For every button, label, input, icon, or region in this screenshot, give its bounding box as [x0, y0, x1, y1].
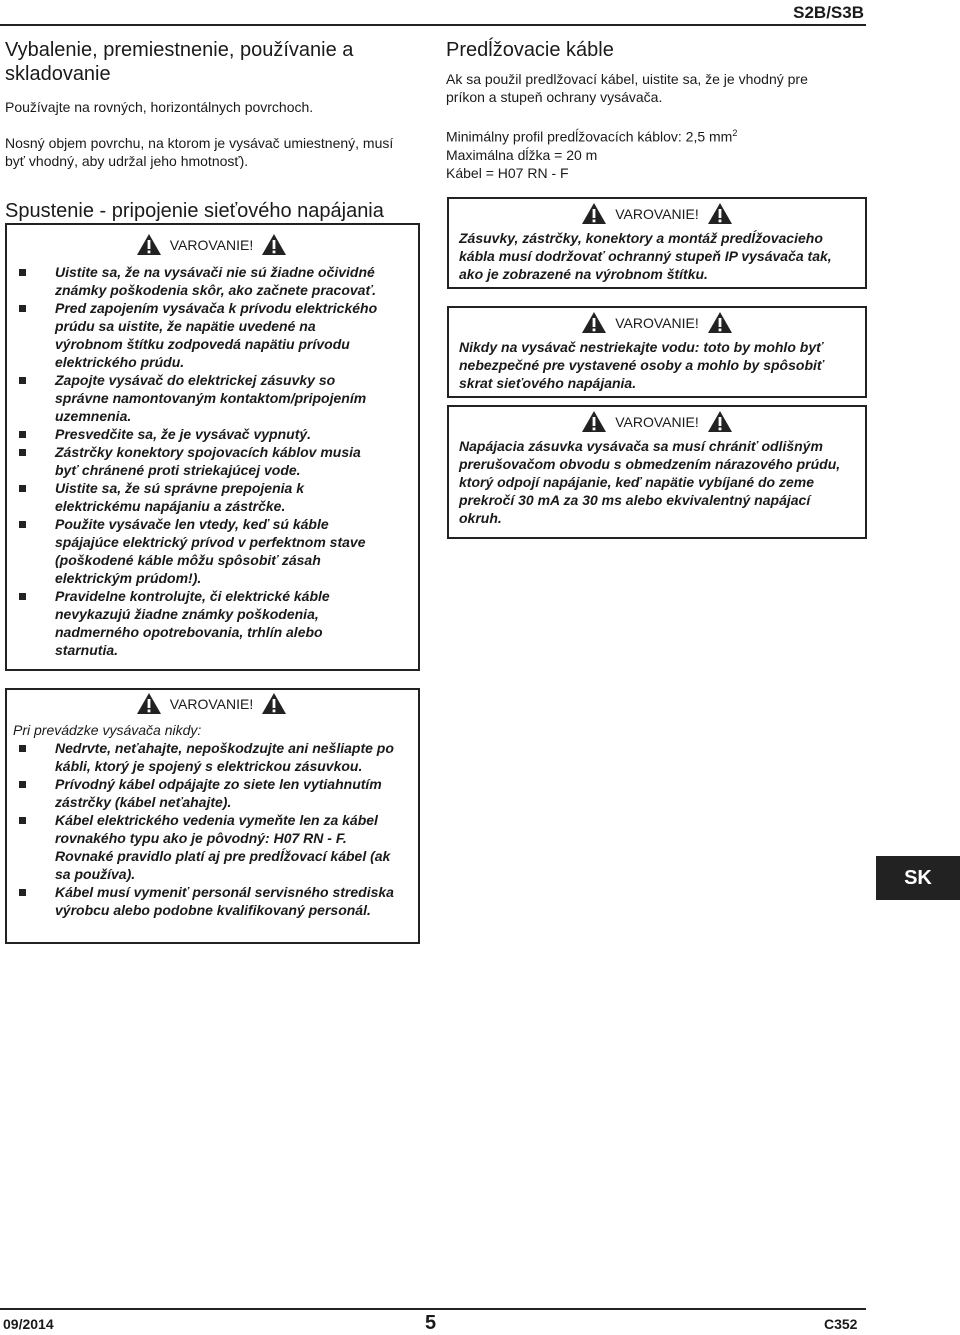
warning-triangle-icon [261, 233, 287, 256]
square-bullet-icon [19, 817, 26, 824]
list-item: Kábel musí vymeniť personál servisného strediska výrobcu alebo podobne kvalifikovaný personál. [13, 883, 403, 919]
footer-date: 09/2014 [3, 1316, 54, 1332]
warning-box-breaker [447, 405, 867, 539]
warning-header [459, 410, 855, 433]
left-column [5, 38, 415, 223]
warning-label: VAROVANIE! [615, 314, 699, 331]
list-item: Zapojte vysávač do elektrickej zásuvky so správne namontovaným kontaktom/pripojením uzemnenia. [13, 371, 383, 425]
section-title-extension: Predĺžovacie káble [446, 39, 614, 61]
warning-triangle-icon [261, 692, 287, 715]
square-bullet-icon [19, 269, 26, 276]
footer-doc-code: C352 [824, 1316, 858, 1332]
warning-triangle-icon [581, 202, 607, 225]
list-item: Kábel elektrického vedenia vymeňte len za kábel rovnakého typu ako je pôvodný: H07 RN - F. Rovnaké pravidlo platí aj pre predĺžovací kábel (ak sa používa). [13, 811, 403, 883]
section-title-power: Spustenie - pripojenie sieťového napájania [5, 200, 384, 222]
warning-text-breaker: Napájacia zásuvka vysávača sa musí chrániť odlišným prerušovačom obvodu s obmedzením nárazového prúdu, ktorý odpojí napájanie, keď napätie vybíjané do zeme prekročí 30 mA za 30 ms alebo ekvivalentný napájací okruh. [459, 438, 841, 526]
square-bullet-icon [19, 377, 26, 384]
square-bullet-icon [19, 745, 26, 752]
power-warning-list [13, 263, 383, 659]
square-bullet-icon [19, 889, 26, 896]
warning-header [13, 692, 410, 715]
section-title-unpacking: Vybalenie, premiestnenie, používanie a skladovanie [5, 39, 354, 85]
extension-spec-cable: Kábel = H07 RN - F [446, 164, 569, 181]
list-item: Použite vysávače len vtedy, keď sú káble spájajúce elektrický prívod v perfektnom stave (poškodené káble môžu spôsobiť zásah elektrickým prúdom!). [13, 515, 383, 587]
warning-box-power [5, 223, 420, 671]
list-item: Nedrvte, neťahajte, nepoškodzujte ani nešliapte po kábli, ktorý je spojený s elektrickou zásuvkou. [13, 739, 403, 775]
warning-triangle-icon [136, 233, 162, 256]
square-bullet-icon [19, 521, 26, 528]
warning-triangle-icon [136, 692, 162, 715]
warning-label: VAROVANIE! [615, 205, 699, 222]
warning-triangle-icon [581, 410, 607, 433]
list-item: Uistite sa, že na vysávači nie sú žiadne očividné známky poškodenia skôr, ako začnete pracovať. [13, 263, 383, 299]
square-bullet-icon [19, 449, 26, 456]
right-column [446, 38, 866, 182]
bottom-rule [0, 1308, 866, 1310]
square-bullet-icon [19, 305, 26, 312]
warning-triangle-icon [707, 410, 733, 433]
warning-triangle-icon [707, 311, 733, 334]
operation-warning-list [13, 739, 403, 919]
warning-label: VAROVANIE! [615, 413, 699, 430]
list-item: Presvedčite sa, že je vysávač vypnutý. [13, 425, 383, 443]
list-item: Pred zapojením vysávača k prívodu elektrického prúdu sa uistite, že napätie uvedené na výrobnom štítku zodpovedá napätiu prívodu elektrického prúdu. [13, 299, 383, 371]
warning-box-operation [5, 688, 420, 944]
warning-triangle-icon [707, 202, 733, 225]
list-item: Zástrčky konektory spojovacích káblov musia byť chránené proti striekajúcej vode. [13, 443, 383, 479]
warning-label: VAROVANIE! [169, 236, 254, 253]
list-item: Uistite sa, že sú správne prepojenia k elektrickému napájaniu a zástrčke. [13, 479, 383, 515]
list-item: Prívodný kábel odpájajte zo siete len vytiahnutím zástrčky (kábel neťahajte). [13, 775, 403, 811]
warning-triangle-icon [581, 311, 607, 334]
square-bullet-icon [19, 593, 26, 600]
warning-box-water [447, 306, 867, 398]
language-tab: SK [876, 856, 960, 900]
warning-header [459, 311, 855, 334]
warning-box-sockets [447, 197, 867, 289]
operation-intro: Pri prevádzke vysávača nikdy: [13, 722, 202, 738]
page-number: 5 [425, 1312, 437, 1334]
warning-label: VAROVANIE! [169, 695, 254, 712]
warning-text-sockets: Zásuvky, zástrčky, konektory a montáž predĺžovacieho kábla musí dodržovať ochranný stupeň IP vysávača tak, ako je zobrazené na výrobnom štítku. [459, 230, 832, 282]
model-code: S2B/S3B [793, 3, 864, 22]
unpacking-paragraph-2: Nosný objem povrchu, na ktorom je vysávač umiestnený, musí byť vhodný, aby udržal jeho hmotnosť). [5, 135, 394, 169]
list-item: Pravidelne kontrolujte, či elektrické káble nevykazujú žiadne známky poškodenia, nadmerného opotrebovania, trhlín alebo starnutia. [13, 587, 383, 659]
square-bullet-icon [19, 781, 26, 788]
extension-spec-profile: Minimálny profil predĺžovacích káblov: 2,5 $mm^2$ [446, 128, 738, 145]
extension-spec-length: Maximálna dĺžka = 20 m [446, 146, 598, 163]
warning-header [13, 233, 410, 256]
top-rule [0, 24, 866, 26]
square-bullet-icon [19, 431, 26, 438]
warning-text-water: Nikdy na vysávač nestriekajte vodu: toto by mohlo byť nebezpečné pre vystavené osoby a mohlo by spôsobiť skrat sieťového napájania. [459, 339, 824, 391]
square-bullet-icon [19, 485, 26, 492]
extension-paragraph: Ak sa použil predlžovací kábel, uistite sa, že je vhodný pre príkon a stupeň ochrany vysávača. [446, 71, 808, 105]
warning-header [459, 202, 855, 225]
unpacking-paragraph-1: Používajte na rovných, horizontálnych povrchoch. [5, 99, 314, 115]
